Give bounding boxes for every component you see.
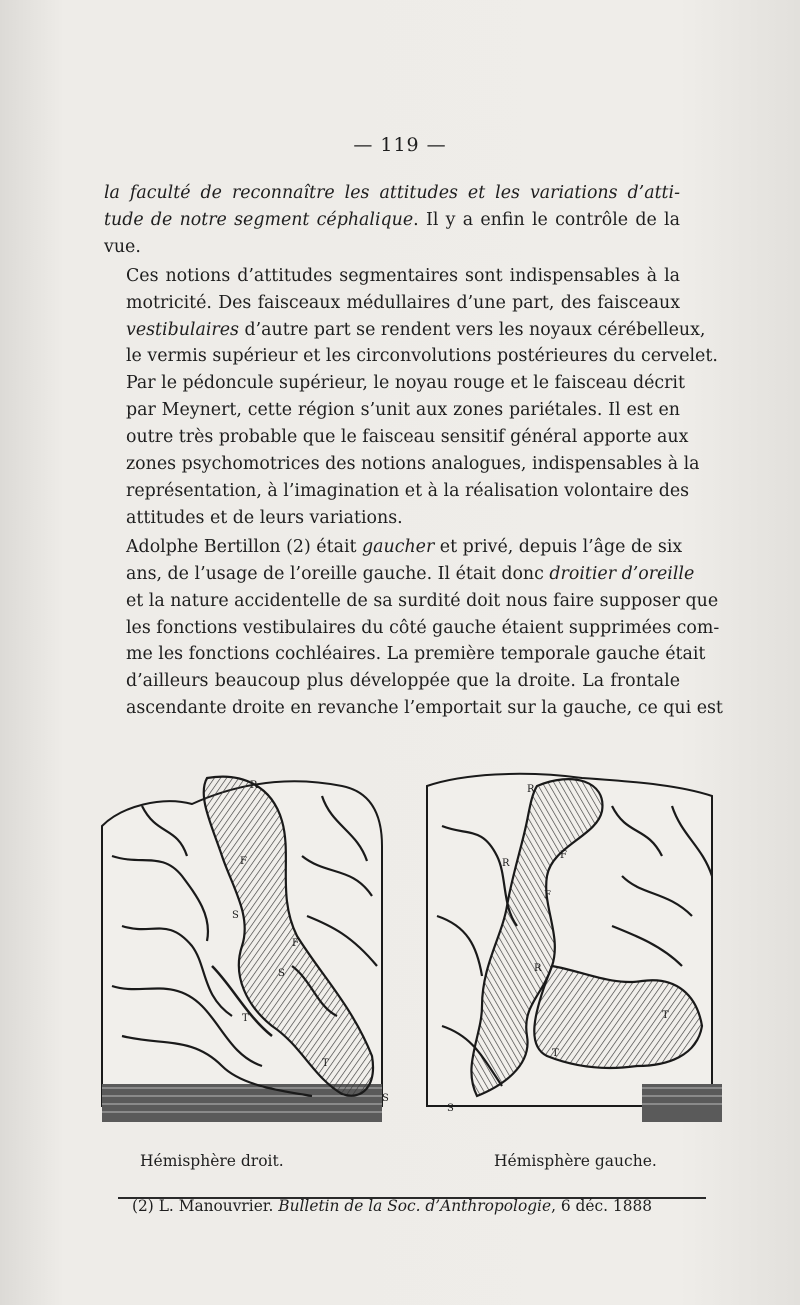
svg-text:F: F [560,850,567,861]
paragraph [104,180,680,261]
italic-text: la faculté de reconnaître les attitudes et les variations d’atti- [104,183,680,203]
caption-right-hemisphere: Hémisphère droit. [140,1152,284,1170]
footnote [132,1195,652,1217]
right-hemisphere-drawing [102,777,382,1122]
svg-text:S: S [382,1093,389,1104]
text-segment: vue. [104,236,141,257]
page-number: — 119 — [353,134,447,156]
text-segment: par Meynert, cette région s’unit aux zones pariétales. Il est en [126,400,680,421]
text-line [104,615,720,642]
text-segment: motricité. Des faisceaux médullaires d’une part, des faisceaux [126,292,680,313]
svg-text:F: F [240,856,247,867]
footnote-date: , 6 déc. 1888 [551,1197,653,1215]
svg-text:T: T [242,1013,249,1024]
text-line [104,343,718,370]
svg-text:T: T [662,1010,669,1021]
text-segment: Ces notions d’attitudes segmentaires sont indispensables à la [126,265,680,286]
text-segment: outre très probable que le faisceau sensitif général apporte aux [126,427,689,448]
text-line [104,534,683,561]
text-segment: et privé, depuis l’âge de six [434,536,683,557]
italic-text: tude de notre segment céphalique [104,209,414,230]
svg-text:F: F [544,890,551,901]
svg-text:S: S [447,1103,454,1114]
text-line [104,424,689,451]
paragraph [104,534,723,722]
text-line [104,451,700,478]
text-segment: Adolphe Bertillon (2) était [126,536,363,557]
text-segment: ascendante droite en revanche l’emportait sur la gauche, ce qui est [126,698,723,719]
svg-text:T: T [552,1048,559,1059]
text-line [104,207,680,234]
text-segment: zones psychomotrices des notions analogues, indispensables à la [126,454,700,475]
brain-illustration [82,766,722,1146]
text-segment: . Il y a enfin le contrôle de la [413,209,680,230]
svg-text:R: R [502,858,510,869]
footnote-author: (2) L. Manouvrier. [132,1197,279,1215]
text-line [104,234,680,261]
italic-text: gaucher [362,536,435,557]
text-segment: d’ailleurs beaucoup plus développée que la droite. La frontale [126,671,680,692]
text-segment: le vermis supérieur et les circonvolutions postérieures du cervelet. [126,346,718,367]
italic-text: vestibulaires [126,319,239,340]
svg-text:R: R [250,780,258,791]
brain-hemispheres-figure [82,766,722,1146]
svg-text:S: S [278,968,285,979]
svg-text:S: S [232,910,239,921]
text-line [104,263,680,290]
text-segment: représentation, à l’imagination et à la réalisation volontaire des [126,480,690,501]
text-line [104,478,690,505]
text-line [104,695,723,722]
text-line [104,370,685,397]
caption-left-hemisphere: Hémisphère gauche. [494,1152,657,1170]
text-segment: et la nature accidentelle de sa surdité doit nous faire supposer que [126,590,719,611]
left-hemisphere-drawing [427,774,722,1122]
body-text [104,180,723,724]
text-segment: me les fonctions cochléaires. La première temporale gauche était [126,644,706,665]
text-line [104,505,680,532]
italic-text: droitier d’oreille [549,563,695,584]
text-segment: ans, de l’usage de l’oreille gauche. Il était donc [126,563,550,584]
text-line [104,561,695,588]
text-line [104,317,706,344]
text-segment: d’autre part se rendent vers les noyaux cérébelleux, [238,319,706,340]
text-line [104,397,680,424]
text-line [104,668,680,695]
footnote-journal: Bulletin de la Soc. d’Anthropologie [278,1197,552,1215]
svg-text:R: R [527,784,535,795]
text-line [104,290,680,317]
text-line [104,641,706,668]
svg-text:T: T [322,1058,329,1069]
text-segment: attitudes et de leurs variations. [126,507,403,528]
text-line [104,180,680,207]
svg-text:F: F [292,938,299,949]
text-segment: Par le pédoncule supérieur, le noyau rouge et le faisceau décrit [126,373,685,394]
svg-text:R: R [534,963,542,974]
text-line [104,588,719,615]
paragraph [104,263,718,532]
text-segment: les fonctions vestibulaires du côté gauche étaient supprimées com- [126,617,720,638]
